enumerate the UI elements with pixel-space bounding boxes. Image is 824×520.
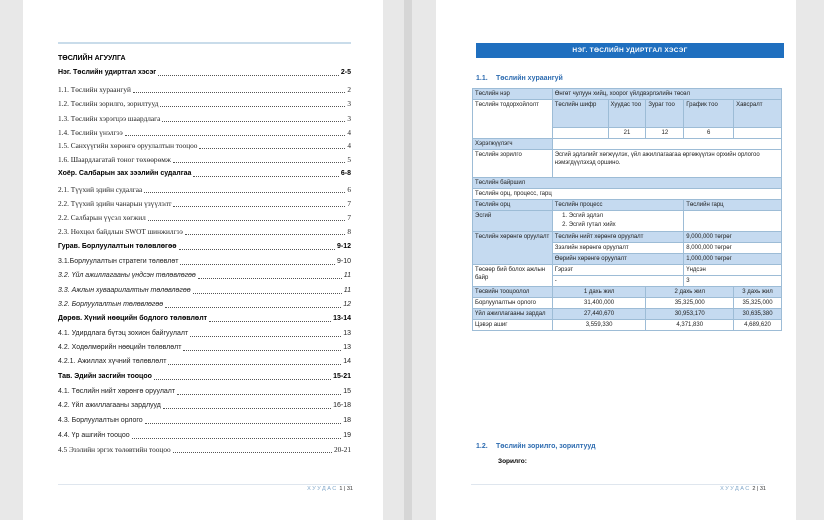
toc-entry[interactable] — [58, 141, 351, 151]
toc-entry-page: 13 — [343, 344, 351, 351]
toc-entry-page: 12 — [343, 301, 351, 308]
toc-entry-page: 3 — [347, 99, 351, 108]
toc-entry-page: 8 — [347, 227, 351, 236]
toc-entry[interactable] — [58, 286, 351, 296]
toc-entry-title: 4.4. Үр ашгийн тооцоо — [58, 432, 130, 439]
toc-entry-title: 4.1. Удирдлага бүтэц зохион байгуулалт — [58, 330, 189, 337]
toc-entry[interactable] — [58, 343, 351, 353]
cell: Төслийн нийт хөрөнгө оруулалт — [552, 232, 684, 243]
toc-entry[interactable] — [58, 401, 351, 411]
cell: Төслийн орц — [473, 200, 553, 211]
toc-entry-title: 3.1.Борлуулалтын стратеги төлөвлөт — [58, 258, 179, 265]
toc-entry-title: 1.4. Төслийн үнэлгээ — [58, 128, 123, 137]
toc-leader-dots — [165, 307, 341, 308]
toc-entry-page: 19 — [343, 432, 351, 439]
cell: 6 — [684, 128, 734, 139]
cell: Зураг тоо — [646, 100, 684, 128]
cell: 30,635,380 — [734, 309, 782, 320]
toc-leader-dots — [168, 364, 341, 365]
cell: 4,689,620 — [734, 320, 782, 331]
toc-entry-page: 6-8 — [340, 170, 351, 177]
toc-entry-title: 3.2. Борлуулалтын төлөвлөгөө — [58, 301, 164, 308]
section-title: Төслийн хураангуй — [496, 75, 563, 82]
toc-entry-page: 5 — [347, 155, 351, 164]
chapter-heading-bar: НЭГ. ТӨСЛИЙН УДИРТГАЛ ХЭСЭГ — [476, 43, 784, 58]
footer-page-number: 1 — [339, 486, 343, 492]
toc-entry-page: 15 — [343, 388, 351, 395]
cell — [552, 128, 608, 139]
section-heading-1-1 — [476, 75, 563, 82]
cell: Төслийн нэр — [473, 89, 553, 100]
toc-entry[interactable] — [58, 199, 351, 209]
table-row — [473, 150, 782, 178]
toc-entry-page: 13-14 — [333, 315, 351, 322]
footer-word: ХУУДАС — [307, 486, 338, 492]
cell: Эсгий эдлэлийг хөгжүүлэх, үйл ажиллагаагаа өргөжүүлэн орхийн орлогоо нэмэгдүүлэхэд оршино. — [552, 150, 781, 178]
cell: 31,400,000 — [552, 298, 646, 309]
toc-entry-page: 2 — [347, 85, 351, 94]
cell: - — [552, 276, 684, 287]
table-row — [473, 309, 782, 320]
toc-entry-page: 11 — [343, 272, 351, 279]
page-footer: ХУУДАС 1 | 31 — [307, 486, 353, 492]
toc-entry-title: 1.5. Санхүүгийн хөрөнгө оруулалтын тооцоо — [58, 141, 198, 150]
table-row — [473, 100, 782, 128]
cell: 35,325,000 — [734, 298, 782, 309]
section-number: 1.2. — [476, 443, 488, 450]
toc-leader-dots — [183, 350, 341, 351]
toc-entry-title: Тав. Эдийн засгийн тооцоо — [58, 373, 152, 380]
toc-entry-page: 4 — [347, 141, 351, 150]
toc-entry-page: 11 — [343, 287, 351, 294]
toc-leader-dots — [144, 192, 345, 193]
toc-entry-title: 4.5 Эзэлийн эргэх төлөвтийн тооцоо — [58, 445, 171, 454]
section-heading-1-2 — [476, 443, 596, 450]
toc-entry[interactable] — [58, 114, 351, 124]
cell: 21 — [608, 128, 646, 139]
table-of-contents — [58, 53, 351, 454]
toc-entry[interactable] — [58, 99, 351, 109]
table-row — [473, 287, 782, 298]
cell: Үйл ажиллагааны зардал — [473, 309, 553, 320]
toc-entry-title: Хоёр. Салбарын зах зээлийн судалгаа — [58, 170, 192, 177]
toc-entry[interactable] — [58, 387, 351, 397]
toc-entry[interactable] — [58, 185, 351, 195]
cell: 1 дахь жил — [552, 287, 646, 298]
cell: Хуудас тоо — [608, 100, 646, 128]
toc-entry-page: 20-21 — [333, 445, 351, 454]
cell: Үндсэн — [684, 265, 782, 276]
cell: Төсвийн тооцоолол — [473, 287, 553, 298]
toc-entry-title: 2.1. Түүхий эдийн судалгаа — [58, 185, 143, 194]
toc-entry[interactable] — [58, 357, 351, 367]
toc-entry[interactable] — [58, 242, 351, 252]
toc-leader-dots — [148, 220, 346, 221]
toc-leader-dots — [185, 234, 346, 235]
toc-entry[interactable] — [58, 431, 351, 441]
cell: 12 — [646, 128, 684, 139]
cell: 2 дахь жил — [646, 287, 734, 298]
toc-entry[interactable] — [58, 213, 351, 223]
footer-rule — [58, 484, 351, 485]
toc-entry[interactable] — [58, 68, 351, 78]
toc-entry[interactable] — [58, 227, 351, 237]
cell: Цэвэр ашиг — [473, 320, 553, 331]
table-row — [473, 139, 782, 150]
section-title: Төслийн зорилго, зорилтууд — [496, 443, 596, 450]
toc-entry[interactable] — [58, 271, 351, 281]
toc-entry-title: 2.2. Салбарын үүсэл хөгжил — [58, 213, 146, 222]
toc-leader-dots — [193, 293, 342, 294]
toc-leader-dots — [179, 249, 335, 250]
toc-leader-dots — [154, 379, 331, 380]
cell: 3 дахь жил — [734, 287, 782, 298]
footer-word: ХУУДАС — [720, 486, 751, 492]
toc-entry-title: 3.2. Үйл ажиллагааны үндсэн төлөвлөгөө — [58, 272, 196, 279]
toc-entry[interactable] — [58, 445, 351, 455]
table-row — [473, 298, 782, 309]
process-list — [555, 212, 682, 230]
toc-leader-dots — [173, 206, 345, 207]
cell: Төслийн шифр — [552, 100, 608, 128]
cell: Төслийн хөрөнгө оруулалт — [473, 232, 553, 265]
cell — [552, 139, 781, 150]
cell: 4,371,830 — [646, 320, 734, 331]
toc-entry-title: 1.2. Төслийн зорилго, зорилтууд — [58, 99, 159, 108]
footer-rule — [471, 484, 764, 485]
toc-leader-dots — [162, 121, 345, 122]
toc-entry-title: 4.2. Ходөлмөрийн нөөцийн төлөвлөлт — [58, 344, 182, 351]
toc-leader-dots — [199, 148, 345, 149]
toc-leader-dots — [173, 452, 332, 453]
cell: График тоо — [684, 100, 734, 128]
toc-leader-dots — [177, 394, 341, 395]
table-row — [473, 89, 782, 100]
cell: Хэрэгжүүлэгч — [473, 139, 553, 150]
toc-entry-page: 2-5 — [340, 69, 351, 76]
cell: Эсгий — [473, 211, 553, 232]
cell: Борлуулалтын орлого — [473, 298, 553, 309]
cell — [552, 211, 684, 232]
footer-page-total: 31 — [346, 486, 353, 492]
toc-entry[interactable] — [58, 329, 351, 339]
toc-entry[interactable] — [58, 372, 351, 382]
toc-entry-title: Нэг. Төслийн удиртгал хэсэг — [58, 69, 157, 76]
goal-label: Зорилго: — [498, 458, 527, 465]
toc-leader-dots — [160, 106, 345, 107]
toc-entry-title: 1.1. Төслийн хураангуй — [58, 85, 131, 94]
cell: Төслийн орц, процесс, гарц — [473, 189, 782, 200]
footer-page-total: 31 — [759, 486, 766, 492]
cell: Өөрийн хөрөнгө оруулалт — [552, 254, 684, 265]
toc-entry-page: 9-10 — [336, 258, 351, 265]
toc-entry[interactable] — [58, 128, 351, 138]
toc-entry-page: 3 — [347, 114, 351, 123]
cell — [734, 128, 782, 139]
toc-leader-dots — [163, 408, 331, 409]
project-summary-table — [472, 88, 782, 331]
toc-entry-title: Дөрөв. Хүний нөөцийн бодлого төлөвлөлт — [58, 315, 208, 322]
table-row — [473, 320, 782, 331]
toc-entry[interactable] — [58, 416, 351, 426]
cell: 27,440,670 — [552, 309, 646, 320]
document-page-2[interactable] — [436, 0, 796, 520]
toc-entry-page: 13 — [343, 330, 351, 337]
list-item: 1. Эсгий эдлэл — [569, 212, 682, 221]
cell: Төслийн байршил — [473, 178, 782, 189]
cell: Төслийн процесс — [552, 200, 684, 211]
toc-entry-title: 2.3. Нөхцөл байдлын SWOT шинжилгээ — [58, 227, 183, 236]
toc-leader-dots — [158, 75, 339, 76]
toc-heading: ТӨСЛИЙН АГУУЛГА — [58, 55, 126, 62]
table-row — [473, 211, 782, 232]
toc-leader-dots — [132, 438, 342, 439]
table-row — [473, 178, 782, 189]
toc-leader-dots — [125, 135, 346, 136]
toc-entry-page: 7 — [347, 213, 351, 222]
toc-leader-dots — [145, 423, 342, 424]
toc-entry-title: 4.2. Үйл ажиллагааны зардлууд — [58, 402, 161, 409]
cell — [684, 211, 782, 232]
cell: 30,953,170 — [646, 309, 734, 320]
cell: 1,000,000 төгрөг — [684, 254, 782, 265]
list-item: 2. Эсгий гутал хийх — [569, 221, 682, 230]
toc-entry-page: 4 — [347, 128, 351, 137]
table-row — [473, 200, 782, 211]
cell: Зээлийн хөрөнгө оруулалт — [552, 243, 684, 254]
toc-entry[interactable] — [58, 155, 351, 165]
toc-entry-page: 18 — [343, 417, 351, 424]
toc-entry-title: 4.3. Борлуулалтын орлого — [58, 417, 143, 424]
document-page-1[interactable] — [23, 0, 383, 520]
toc-entry-page: 15-21 — [333, 373, 351, 380]
toc-entry-title: 1.6. Шаардлагатай тоног төхөөрөмж — [58, 155, 171, 164]
toc-entry-page: 16-18 — [333, 402, 351, 409]
toc-leader-dots — [209, 321, 331, 322]
toc-leader-dots — [133, 92, 345, 93]
cell: 9,000,000 төгрөг — [684, 232, 782, 243]
toc-leader-dots — [190, 336, 341, 337]
cell: Хавсралт — [734, 100, 782, 128]
footer-page-number: 2 — [752, 486, 756, 492]
toc-entry[interactable] — [58, 300, 351, 310]
toc-entry[interactable] — [58, 257, 351, 267]
toc-entry-page: 7 — [347, 199, 351, 208]
toc-entry[interactable] — [58, 314, 351, 324]
toc-entry-page: 14 — [343, 358, 351, 365]
toc-entry-title: 4.1. Төслийн нийт хөрөнгө оруулалт — [58, 388, 176, 395]
cell: Төслийн тодорхойлолт — [473, 100, 553, 139]
cell: Төслийн гарц — [684, 200, 782, 211]
toc-entry-title: 1.3. Төслийн хэрэгцээ шаардлага — [58, 114, 161, 123]
cell: Өнгөт чулуун хийц, хоорог үйлдвэрлэлийн төсөл — [552, 89, 781, 100]
toc-entry-title: 2.2. Түүхий эдийн чанарын үзүүлэлт — [58, 199, 172, 208]
cell: 35,325,000 — [646, 298, 734, 309]
toc-leader-dots — [180, 264, 335, 265]
cell: 8,000,000 төгрөг — [684, 243, 782, 254]
cell: Төсөөр бий болох ажлын байр — [473, 265, 553, 287]
table-row — [473, 189, 782, 200]
cell: Гэрээт — [552, 265, 684, 276]
cell: 3 — [684, 276, 782, 287]
page-footer: ХУУДАС 2 | 31 — [720, 486, 766, 492]
toc-entry-title: 4.2.1. Ажиллах хүчний төлөвлөлт — [58, 358, 167, 365]
cell: Төслийн зорилго — [473, 150, 553, 178]
table-row — [473, 232, 782, 243]
toc-entry[interactable] — [58, 169, 351, 179]
toc-entry[interactable] — [58, 85, 351, 95]
toc-entry-title: Гурав. Борлуулалтын төлөвлөгөө — [58, 243, 177, 250]
toc-leader-dots — [193, 176, 338, 177]
header-rule — [58, 42, 351, 44]
toc-entry-title: 3.3. Ажлын хуваарилалтын төлөвлөгөө — [58, 287, 191, 294]
toc-leader-dots — [198, 278, 342, 279]
cell: 3,559,330 — [552, 320, 646, 331]
page-gap — [404, 0, 412, 520]
toc-entry-page: 6 — [347, 185, 351, 194]
section-number: 1.1. — [476, 75, 488, 82]
toc-entry-page: 9-12 — [336, 243, 351, 250]
table-row — [473, 265, 782, 276]
toc-leader-dots — [173, 162, 345, 163]
